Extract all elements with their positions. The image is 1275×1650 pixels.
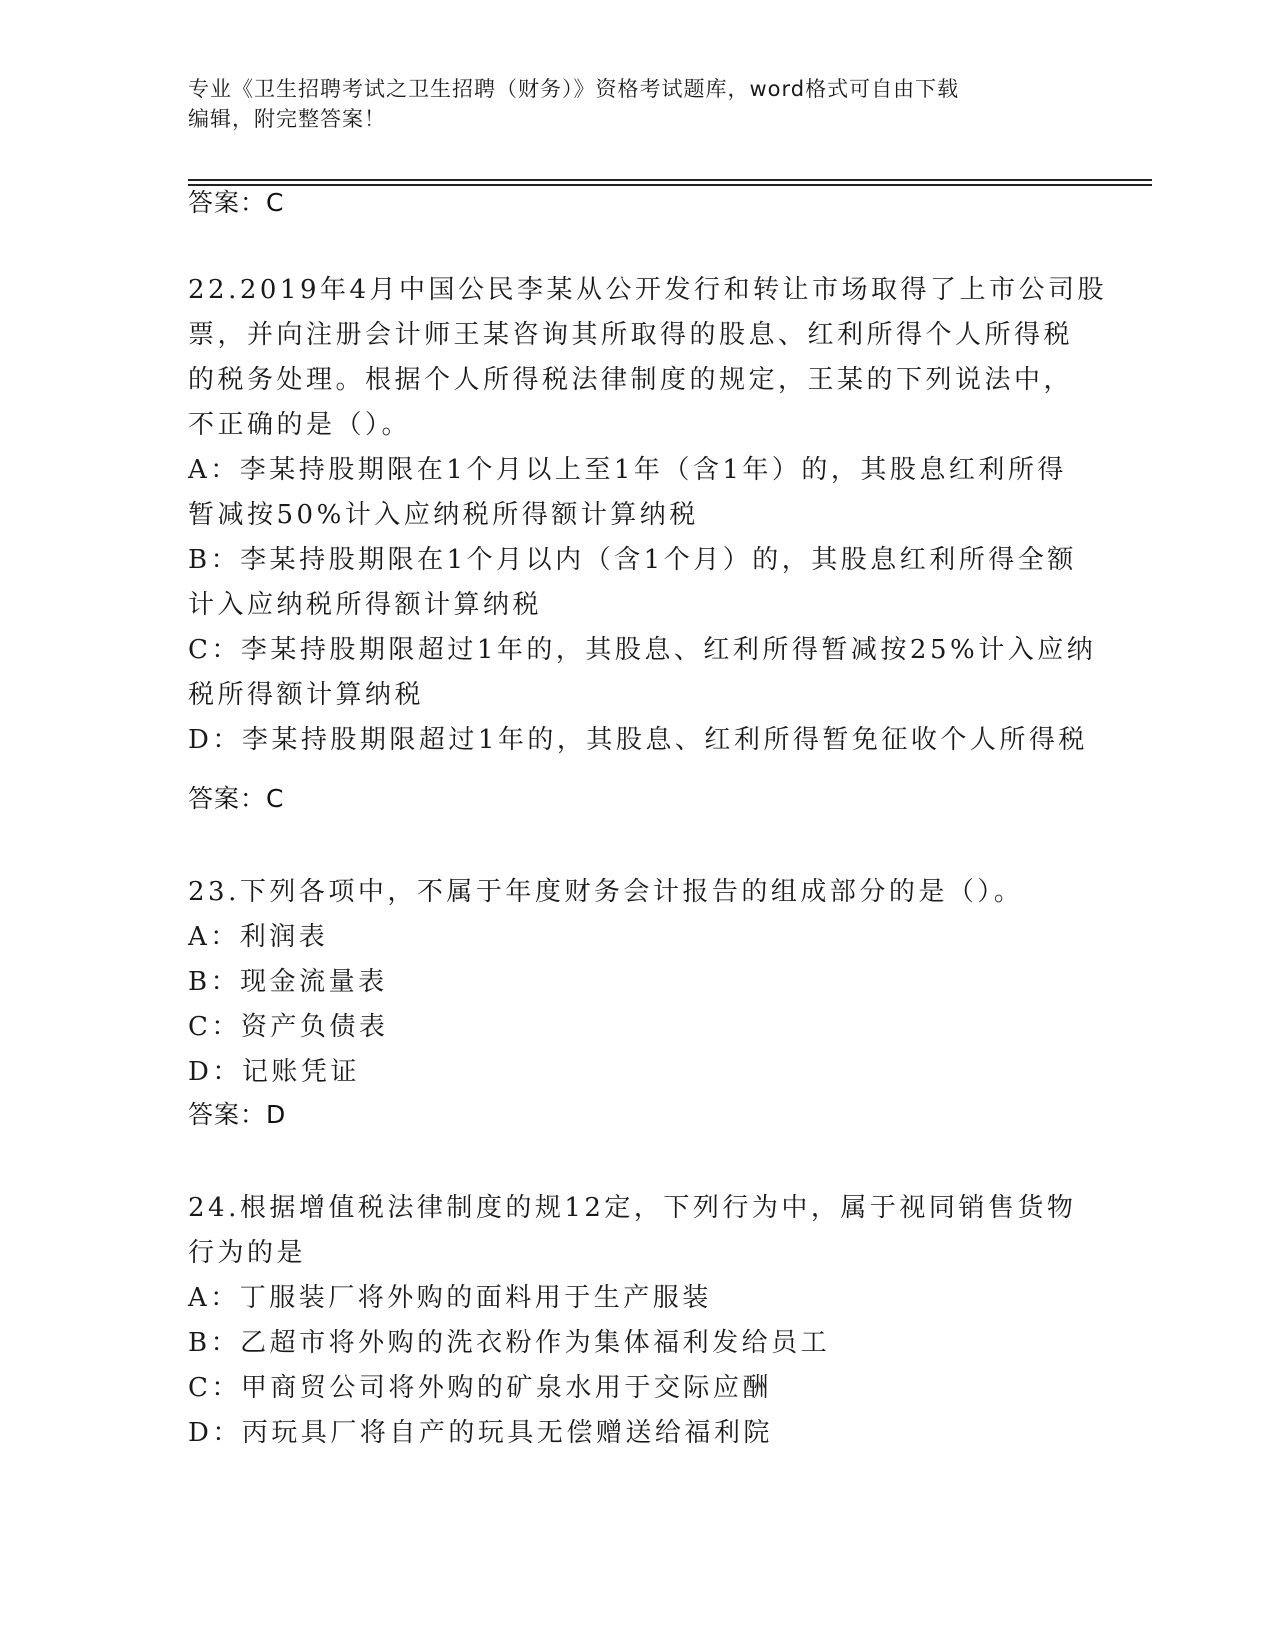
option-a: A：李某持股期限在1个月以上至1年（含1年）的，其股息红利所得 bbox=[188, 455, 1067, 485]
question-text: 23.下列各项中，不属于年度财务会计报告的组成部分的是（）。 bbox=[188, 877, 1024, 907]
header-rule bbox=[188, 179, 1152, 181]
option-d: D：丙玩具厂将自产的玩具无偿赠送给福利院 bbox=[188, 1418, 773, 1448]
question-24 bbox=[188, 1186, 1088, 1456]
question-23 bbox=[188, 870, 1088, 1095]
option-d: D：记账凭证 bbox=[188, 1057, 360, 1087]
question-text: 票，并向注册会计师王某咨询其所取得的股息、红利所得个人所得税 bbox=[188, 320, 1074, 350]
question-text: 行为的是 bbox=[188, 1238, 307, 1268]
header-line: 专业《卫生招聘考试之卫生招聘（财务）》资格考试题库，word格式可自由下载 bbox=[188, 77, 960, 101]
question-text: 的税务处理。根据个人所得税法律制度的规定，王某的下列说法中， bbox=[188, 365, 1074, 395]
header-rule bbox=[188, 184, 1152, 186]
answer-line: 答案：C bbox=[188, 784, 285, 813]
question-22 bbox=[188, 268, 1108, 763]
header-line: 编辑，附完整答案！ bbox=[188, 107, 386, 131]
option-c: C：资产负债表 bbox=[188, 1012, 389, 1042]
option-b: B：乙超市将外购的洗衣粉作为集体福利发给员工 bbox=[188, 1328, 831, 1358]
option-c: 税所得额计算纳税 bbox=[188, 680, 425, 710]
option-c: C：甲商贸公司将外购的矿泉水用于交际应酬 bbox=[188, 1373, 772, 1403]
question-text: 不正确的是（）。 bbox=[188, 410, 412, 440]
option-d: D：李某持股期限超过1年的，其股息、红利所得暂免征收个人所得税 bbox=[188, 725, 1088, 755]
question-text: 22.2019年4月中国公民李某从公开发行和转让市场取得了上市公司股 bbox=[188, 275, 1108, 305]
option-a: 暂减按50%计入应纳税所得额计算纳税 bbox=[188, 500, 699, 530]
option-a: A：利润表 bbox=[188, 922, 329, 952]
answer-line: 答案：D bbox=[188, 1100, 287, 1129]
option-b: B：现金流量表 bbox=[188, 967, 388, 997]
question-text: 24.根据增值税法律制度的规12定，下列行为中，属于视同销售货物 bbox=[188, 1193, 1077, 1223]
option-c: C：李某持股期限超过1年的，其股息、红利所得暂减按25%计入应纳 bbox=[188, 635, 1097, 665]
option-a: A：丁服装厂将外购的面料用于生产服装 bbox=[188, 1283, 712, 1313]
option-b: 计入应纳税所得额计算纳税 bbox=[188, 590, 543, 620]
page-header bbox=[188, 74, 1068, 134]
option-b: B：李某持股期限在1个月以内（含1个月）的，其股息红利所得全额 bbox=[188, 545, 1077, 575]
answer-line: 答案：C bbox=[188, 188, 285, 217]
